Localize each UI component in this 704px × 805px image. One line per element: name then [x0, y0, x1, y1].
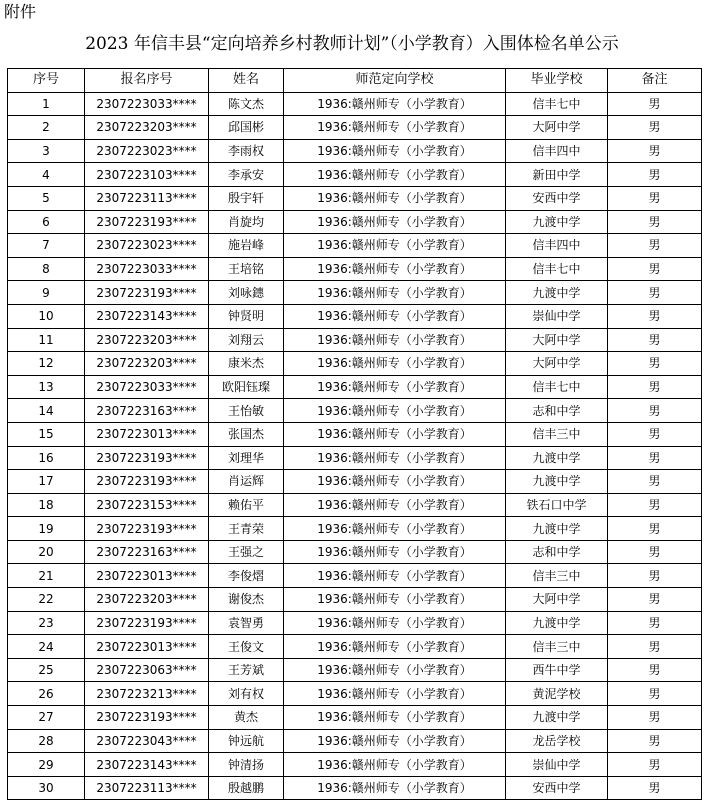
cell-name: 钟远航 [209, 729, 284, 753]
cell-graduated-school: 信丰四中 [506, 139, 608, 163]
table-row [8, 776, 702, 800]
cell-graduated-school: 九渡中学 [506, 210, 608, 234]
header-graduated-school: 毕业学校 [506, 69, 608, 93]
attachment-label: 附件 [4, 2, 37, 21]
cell-graduated-school: 大阿中学 [506, 588, 608, 612]
cell-registration-no: 2307223023**** [85, 139, 209, 163]
cell-name: 施岩峰 [209, 234, 284, 258]
cell-target-school: 1936:赣州师专（小学教育） [284, 753, 506, 777]
cell-target-school: 1936:赣州师专（小学教育） [284, 776, 506, 800]
cell-graduated-school: 新田中学 [506, 163, 608, 187]
table-row [8, 304, 702, 328]
header-remarks: 备注 [608, 69, 702, 93]
cell-name: 袁智勇 [209, 611, 284, 635]
document-title: 2023 年信丰县“定向培养乡村教师计划”（小学教育）入围体检名单公示 [85, 34, 619, 54]
table-row [8, 493, 702, 517]
table-row [8, 588, 702, 612]
cell-target-school: 1936:赣州师专（小学教育） [284, 611, 506, 635]
cell-name: 钟清扬 [209, 753, 284, 777]
cell-target-school: 1936:赣州师专（小学教育） [284, 540, 506, 564]
cell-name: 王怡敏 [209, 399, 284, 423]
table-row [8, 281, 702, 305]
cell-name: 钟贤明 [209, 304, 284, 328]
cell-registration-no: 2307223203**** [85, 328, 209, 352]
cell-serial: 11 [8, 328, 85, 352]
cell-remarks: 男 [608, 493, 702, 517]
cell-registration-no: 2307223193**** [85, 281, 209, 305]
cell-registration-no: 2307223063**** [85, 658, 209, 682]
cell-remarks: 男 [608, 92, 702, 116]
table-header-row [8, 69, 702, 93]
cell-target-school: 1936:赣州师专（小学教育） [284, 139, 506, 163]
cell-registration-no: 2307223163**** [85, 399, 209, 423]
cell-target-school: 1936:赣州师专（小学教育） [284, 281, 506, 305]
cell-target-school: 1936:赣州师专（小学教育） [284, 422, 506, 446]
cell-graduated-school: 九渡中学 [506, 470, 608, 494]
table-row [8, 470, 702, 494]
cell-graduated-school: 九渡中学 [506, 446, 608, 470]
cell-name: 邱国彬 [209, 116, 284, 140]
cell-target-school: 1936:赣州师专（小学教育） [284, 375, 506, 399]
cell-target-school: 1936:赣州师专（小学教育） [284, 328, 506, 352]
cell-registration-no: 2307223193**** [85, 517, 209, 541]
cell-name: 陈文杰 [209, 92, 284, 116]
cell-target-school: 1936:赣州师专（小学教育） [284, 186, 506, 210]
cell-registration-no: 2307223193**** [85, 470, 209, 494]
cell-remarks: 男 [608, 729, 702, 753]
cell-registration-no: 2307223153**** [85, 493, 209, 517]
cell-name: 殷越鹏 [209, 776, 284, 800]
cell-remarks: 男 [608, 163, 702, 187]
cell-name: 王青荣 [209, 517, 284, 541]
table-row [8, 234, 702, 258]
cell-remarks: 男 [608, 210, 702, 234]
cell-name: 欧阳钰璨 [209, 375, 284, 399]
cell-registration-no: 2307223193**** [85, 446, 209, 470]
cell-remarks: 男 [608, 611, 702, 635]
cell-graduated-school: 安西中学 [506, 186, 608, 210]
cell-remarks: 男 [608, 352, 702, 376]
cell-target-school: 1936:赣州师专（小学教育） [284, 493, 506, 517]
cell-graduated-school: 信丰三中 [506, 564, 608, 588]
cell-graduated-school: 信丰三中 [506, 635, 608, 659]
cell-graduated-school: 大阿中学 [506, 352, 608, 376]
cell-serial: 1 [8, 92, 85, 116]
table-row [8, 328, 702, 352]
cell-target-school: 1936:赣州师专（小学教育） [284, 517, 506, 541]
cell-target-school: 1936:赣州师专（小学教育） [284, 682, 506, 706]
table-row [8, 375, 702, 399]
cell-name: 肖旋均 [209, 210, 284, 234]
cell-remarks: 男 [608, 517, 702, 541]
cell-graduated-school: 信丰七中 [506, 375, 608, 399]
cell-name: 肖运辉 [209, 470, 284, 494]
cell-name: 王培铭 [209, 257, 284, 281]
cell-registration-no: 2307223023**** [85, 234, 209, 258]
cell-serial: 19 [8, 517, 85, 541]
table-row [8, 139, 702, 163]
cell-remarks: 男 [608, 139, 702, 163]
cell-target-school: 1936:赣州师专（小学教育） [284, 564, 506, 588]
cell-graduated-school: 九渡中学 [506, 706, 608, 730]
cell-graduated-school: 九渡中学 [506, 611, 608, 635]
cell-remarks: 男 [608, 682, 702, 706]
header-target-school: 师范定向学校 [284, 69, 506, 93]
cell-graduated-school: 崇仙中学 [506, 304, 608, 328]
cell-serial: 25 [8, 658, 85, 682]
cell-target-school: 1936:赣州师专（小学教育） [284, 234, 506, 258]
cell-registration-no: 2307223043**** [85, 729, 209, 753]
cell-registration-no: 2307223013**** [85, 635, 209, 659]
cell-serial: 12 [8, 352, 85, 376]
table-row [8, 729, 702, 753]
cell-serial: 14 [8, 399, 85, 423]
cell-serial: 3 [8, 139, 85, 163]
cell-graduated-school: 九渡中学 [506, 517, 608, 541]
cell-target-school: 1936:赣州师专（小学教育） [284, 588, 506, 612]
cell-remarks: 男 [608, 588, 702, 612]
cell-serial: 6 [8, 210, 85, 234]
cell-registration-no: 2307223033**** [85, 257, 209, 281]
cell-graduated-school: 龙岳学校 [506, 729, 608, 753]
cell-remarks: 男 [608, 564, 702, 588]
cell-name: 黄杰 [209, 706, 284, 730]
table-row [8, 611, 702, 635]
table-row [8, 446, 702, 470]
table-body [8, 92, 702, 800]
cell-registration-no: 2307223013**** [85, 564, 209, 588]
cell-remarks: 男 [608, 658, 702, 682]
cell-serial: 10 [8, 304, 85, 328]
cell-target-school: 1936:赣州师专（小学教育） [284, 210, 506, 234]
table-row [8, 706, 702, 730]
cell-remarks: 男 [608, 706, 702, 730]
cell-serial: 2 [8, 116, 85, 140]
cell-registration-no: 2307223143**** [85, 753, 209, 777]
header-name: 姓名 [209, 69, 284, 93]
cell-remarks: 男 [608, 422, 702, 446]
header-serial: 序号 [8, 69, 85, 93]
cell-serial: 18 [8, 493, 85, 517]
cell-graduated-school: 黄泥学校 [506, 682, 608, 706]
cell-name: 刘理华 [209, 446, 284, 470]
table-row [8, 163, 702, 187]
cell-remarks: 男 [608, 328, 702, 352]
cell-graduated-school: 志和中学 [506, 399, 608, 423]
cell-name: 李雨权 [209, 139, 284, 163]
cell-serial: 17 [8, 470, 85, 494]
cell-remarks: 男 [608, 753, 702, 777]
cell-name: 康米杰 [209, 352, 284, 376]
cell-serial: 16 [8, 446, 85, 470]
header-registration-no: 报名序号 [85, 69, 209, 93]
cell-target-school: 1936:赣州师专（小学教育） [284, 116, 506, 140]
cell-graduated-school: 西牛中学 [506, 658, 608, 682]
cell-target-school: 1936:赣州师专（小学教育） [284, 92, 506, 116]
cell-target-school: 1936:赣州师专（小学教育） [284, 729, 506, 753]
cell-registration-no: 2307223033**** [85, 92, 209, 116]
cell-remarks: 男 [608, 446, 702, 470]
cell-graduated-school: 安西中学 [506, 776, 608, 800]
cell-graduated-school: 九渡中学 [506, 281, 608, 305]
cell-name: 谢俊杰 [209, 588, 284, 612]
cell-target-school: 1936:赣州师专（小学教育） [284, 304, 506, 328]
table-row [8, 92, 702, 116]
cell-name: 李俊熠 [209, 564, 284, 588]
cell-remarks: 男 [608, 234, 702, 258]
table-row [8, 210, 702, 234]
cell-target-school: 1936:赣州师专（小学教育） [284, 706, 506, 730]
cell-serial: 27 [8, 706, 85, 730]
cell-registration-no: 2307223113**** [85, 186, 209, 210]
cell-serial: 28 [8, 729, 85, 753]
cell-serial: 30 [8, 776, 85, 800]
cell-name: 刘翔云 [209, 328, 284, 352]
cell-remarks: 男 [608, 186, 702, 210]
table-row [8, 399, 702, 423]
cell-serial: 5 [8, 186, 85, 210]
cell-target-school: 1936:赣州师专（小学教育） [284, 470, 506, 494]
cell-serial: 15 [8, 422, 85, 446]
cell-name: 王强之 [209, 540, 284, 564]
cell-registration-no: 2307223013**** [85, 422, 209, 446]
cell-remarks: 男 [608, 281, 702, 305]
cell-name: 王芳斌 [209, 658, 284, 682]
cell-target-school: 1936:赣州师专（小学教育） [284, 399, 506, 423]
cell-registration-no: 2307223203**** [85, 352, 209, 376]
cell-registration-no: 2307223193**** [85, 210, 209, 234]
cell-remarks: 男 [608, 304, 702, 328]
cell-remarks: 男 [608, 540, 702, 564]
cell-graduated-school: 志和中学 [506, 540, 608, 564]
cell-name: 张国杰 [209, 422, 284, 446]
table-row [8, 186, 702, 210]
cell-remarks: 男 [608, 375, 702, 399]
cell-remarks: 男 [608, 776, 702, 800]
cell-name: 王俊文 [209, 635, 284, 659]
cell-serial: 23 [8, 611, 85, 635]
table-row [8, 422, 702, 446]
cell-target-school: 1936:赣州师专（小学教育） [284, 635, 506, 659]
cell-graduated-school: 信丰七中 [506, 92, 608, 116]
cell-graduated-school: 大阿中学 [506, 328, 608, 352]
cell-registration-no: 2307223113**** [85, 776, 209, 800]
cell-target-school: 1936:赣州师专（小学教育） [284, 446, 506, 470]
cell-registration-no: 2307223103**** [85, 163, 209, 187]
cell-graduated-school: 信丰三中 [506, 422, 608, 446]
cell-graduated-school: 崇仙中学 [506, 753, 608, 777]
table-row [8, 682, 702, 706]
table-row [8, 635, 702, 659]
cell-name: 刘咏鏸 [209, 281, 284, 305]
cell-name: 赖佑平 [209, 493, 284, 517]
cell-serial: 24 [8, 635, 85, 659]
cell-name: 李承安 [209, 163, 284, 187]
cell-name: 殷宇轩 [209, 186, 284, 210]
cell-serial: 20 [8, 540, 85, 564]
table-row [8, 517, 702, 541]
cell-serial: 7 [8, 234, 85, 258]
cell-target-school: 1936:赣州师专（小学教育） [284, 352, 506, 376]
cell-serial: 21 [8, 564, 85, 588]
cell-registration-no: 2307223213**** [85, 682, 209, 706]
table-row [8, 352, 702, 376]
cell-remarks: 男 [608, 116, 702, 140]
cell-registration-no: 2307223193**** [85, 611, 209, 635]
table-row [8, 564, 702, 588]
cell-serial: 9 [8, 281, 85, 305]
cell-target-school: 1936:赣州师专（小学教育） [284, 658, 506, 682]
cell-serial: 26 [8, 682, 85, 706]
cell-serial: 22 [8, 588, 85, 612]
cell-serial: 29 [8, 753, 85, 777]
table-row [8, 753, 702, 777]
cell-registration-no: 2307223203**** [85, 116, 209, 140]
cell-registration-no: 2307223163**** [85, 540, 209, 564]
cell-registration-no: 2307223033**** [85, 375, 209, 399]
cell-name: 刘有权 [209, 682, 284, 706]
cell-target-school: 1936:赣州师专（小学教育） [284, 163, 506, 187]
cell-graduated-school: 铁石口中学 [506, 493, 608, 517]
cell-registration-no: 2307223143**** [85, 304, 209, 328]
table-row [8, 658, 702, 682]
cell-serial: 8 [8, 257, 85, 281]
cell-serial: 13 [8, 375, 85, 399]
cell-remarks: 男 [608, 635, 702, 659]
cell-graduated-school: 信丰四中 [506, 234, 608, 258]
cell-registration-no: 2307223193**** [85, 706, 209, 730]
table-row [8, 540, 702, 564]
cell-registration-no: 2307223203**** [85, 588, 209, 612]
table-row [8, 257, 702, 281]
cell-target-school: 1936:赣州师专（小学教育） [284, 257, 506, 281]
cell-serial: 4 [8, 163, 85, 187]
cell-graduated-school: 大阿中学 [506, 116, 608, 140]
candidate-table [7, 68, 702, 800]
cell-remarks: 男 [608, 257, 702, 281]
cell-remarks: 男 [608, 470, 702, 494]
cell-remarks: 男 [608, 399, 702, 423]
table-row [8, 116, 702, 140]
cell-graduated-school: 信丰七中 [506, 257, 608, 281]
